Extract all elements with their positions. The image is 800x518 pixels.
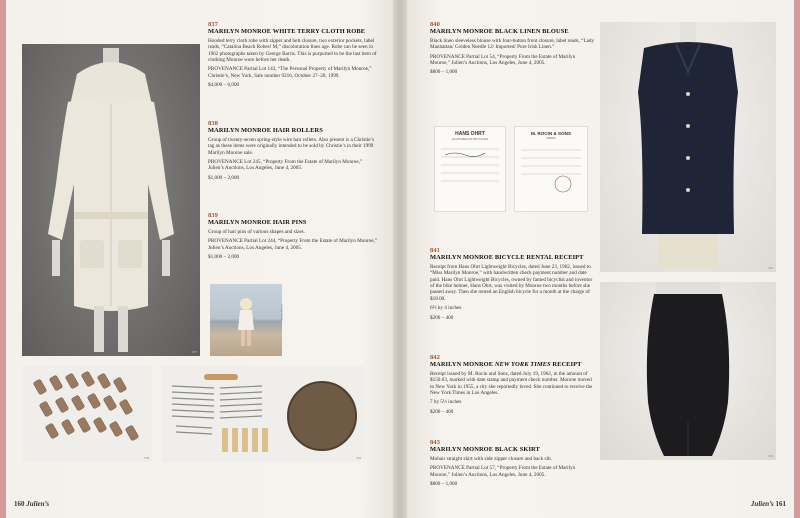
robe-photo bbox=[22, 44, 200, 356]
title-part: MARILYN MONROE bbox=[430, 361, 495, 369]
left-footer bbox=[14, 500, 49, 508]
lot-title: MARILYN MONROE HAIR PINS bbox=[208, 219, 307, 227]
lot-estimate: $200 – 400 bbox=[430, 314, 454, 321]
book-gutter bbox=[393, 0, 407, 518]
lot-description: Group of twenty-seven spring-style wire hair rollers. Also present is a Christie’s tag as these items were originally intended to be sold by Christie’s in their 1999 Marilyn Monroe sale. bbox=[208, 136, 374, 156]
lot-dimensions: 7 by 5½ inches bbox=[430, 399, 462, 406]
lot-description: Hooded terry cloth robe with zipper and belt closure, two exterior pockets, label reads, “Catalina Beach Robes! M,” discoloration lines age. Robe can be seen in 1962 photographs taken by George Barris. This is purported to be the last item of clothing Monroe wore before her death. bbox=[208, 37, 377, 64]
receipts-image bbox=[430, 120, 596, 216]
lot-estimate: $4,000 – 6,000 bbox=[208, 82, 240, 89]
lot-title: MARILYN MONROE BICYCLE RENTAL RECEIPT bbox=[430, 254, 584, 262]
page-edge-left bbox=[0, 0, 6, 518]
lot-title: MARILYN MONROE BLACK LINEN BLOUSE bbox=[430, 28, 569, 36]
hair-pins-photo bbox=[162, 366, 364, 462]
pins-illustration bbox=[162, 366, 364, 462]
lot-provenance: PROVENANCE Partial Lot 57, “Property From the Estate of Marilyn Monroe,” Julien’s Auctions, Los Angeles, June 4, 2005. bbox=[430, 465, 576, 478]
brand-name: Julien’s bbox=[26, 500, 50, 508]
receipt-lines bbox=[519, 140, 583, 200]
receipt-header: M. ROCIN & SONS bbox=[530, 131, 572, 136]
receipt-lines bbox=[439, 141, 501, 201]
lot-estimate: $1,000 – 2,000 bbox=[208, 174, 240, 181]
rollers-illustration bbox=[22, 366, 152, 462]
lot-843 bbox=[430, 440, 596, 490]
lot-description: Group of hair pins of various shapes and sizes. bbox=[208, 228, 305, 235]
lot-description: Black linen sleeveless blouse with four-button front closure, label reads, “Lady Manhattan/ Golden Needle 12/ Imported/ Pure Irish Linen.” bbox=[430, 37, 595, 51]
lot-title: MARILYN MONROE HAIR ROLLERS bbox=[208, 127, 323, 135]
blouse-photo bbox=[600, 22, 776, 272]
blouse-caption: 840 bbox=[768, 266, 773, 270]
receipt-header: HANS OHRT bbox=[455, 131, 485, 137]
blouse-illustration bbox=[600, 22, 776, 272]
lot-841 bbox=[430, 248, 596, 324]
lot-estimate: $200 – 400 bbox=[430, 408, 454, 415]
title-part: RECEIPT bbox=[550, 361, 582, 369]
lot-provenance: PROVENANCE Partial Lot 143, “The Personal Property of Marilyn Monroe,” Christie’s, New York, Sale number 9216, October 27–28, 1999. bbox=[208, 66, 372, 79]
title-italic: NEW YORK TIMES bbox=[494, 361, 551, 369]
page-number: 160 bbox=[14, 500, 25, 508]
lot-number: 838 bbox=[208, 120, 218, 127]
lot-840 bbox=[430, 22, 596, 79]
brand-name: Julien’s bbox=[750, 500, 774, 508]
photo-credit: George Barris bbox=[280, 304, 284, 321]
lot-estimate: $800 – 1,000 bbox=[430, 481, 458, 488]
hair-rollers-photo bbox=[22, 366, 152, 462]
page-edge-right bbox=[794, 0, 800, 518]
lot-title: MARILYN MONROE BLACK SKIRT bbox=[430, 446, 540, 454]
page-number: 161 bbox=[775, 500, 786, 508]
lot-837 bbox=[208, 22, 378, 92]
lot-estimate: $1,000 – 2,000 bbox=[208, 254, 240, 261]
receipt-subheader: LIGHTWEIGHT BICYCLES bbox=[451, 137, 489, 141]
lot-title bbox=[430, 362, 596, 368]
hans-ohrt-receipt bbox=[434, 126, 506, 212]
skirt-illustration bbox=[600, 282, 776, 460]
lot-number: 841 bbox=[430, 247, 440, 254]
lot-title: MARILYN MONROE WHITE TERRY CLOTH ROBE bbox=[208, 28, 366, 36]
lot-number: 839 bbox=[208, 212, 218, 219]
lot-842 bbox=[430, 355, 596, 418]
lot-number: 837 bbox=[208, 21, 218, 28]
lot-number: 840 bbox=[430, 21, 440, 28]
lot-provenance: PROVENANCE Partial Lot 54, “Property From the Estate of Marilyn Monroe,” Julien’s Auctions, Los Angeles, June 4, 2005. bbox=[430, 53, 576, 67]
robe-caption: 837 bbox=[192, 350, 197, 354]
lot-number: 843 bbox=[430, 439, 440, 446]
robe-illustration bbox=[22, 44, 200, 356]
skirt-photo bbox=[600, 282, 776, 460]
lot-description: Receipt from Hans Ohrt Lightweight Bicycles, dated June 23, 1962, issued to “Miss Marilyn Monroe,” with handwritten check payment number and date paid. Hans Ohrt Lightweight Bicycles, owned by famed bicyclist and inventor of the bike helmet, Hans Ohrt, was visited by Monroe two months before she passed away. Then she rented an English bicycle for a month at the charge of $18.00. bbox=[430, 263, 593, 302]
pins-caption: 839 bbox=[356, 456, 361, 460]
lot-provenance: PROVENANCE Lot 245, “Property From the Estate of Marilyn Monroe,” Julien’s Auctions, Los Angeles, June 4, 2005. bbox=[208, 159, 363, 172]
lot-provenance: PROVENANCE Partial Lot 244, “Property From the Estate of Marilyn Monroe,” Julien’s Auctions, Los Angeles, June 4, 2005. bbox=[208, 238, 378, 251]
rocin-receipt bbox=[514, 126, 588, 212]
skirt-caption: 843 bbox=[768, 454, 773, 458]
lot-839 bbox=[208, 213, 378, 263]
receipt-subheader: NEWS bbox=[546, 136, 556, 140]
lot-number: 842 bbox=[430, 354, 440, 361]
right-footer bbox=[751, 500, 786, 508]
lot-estimate: $800 – 1,000 bbox=[430, 69, 458, 76]
lot-description: Receipt issued by M. Rocin and Sons, dated July 19, 1962, in the amount of $150.03, marked with date stamp and payment check number. Monroe moved to New York in 1955, a city she reportedly loved. She continued to receive the New York Times in Los Angeles. bbox=[430, 370, 593, 397]
beach-figure bbox=[210, 284, 282, 356]
right-page bbox=[400, 0, 800, 518]
lot-dimensions: 6½ by 4 inches bbox=[430, 305, 462, 312]
lot-838 bbox=[208, 121, 378, 184]
rollers-caption: 838 bbox=[144, 456, 149, 460]
lot-description: Mohair straight skirt with side zipper closure and back slit. bbox=[430, 455, 553, 462]
beach-photo bbox=[210, 284, 282, 356]
